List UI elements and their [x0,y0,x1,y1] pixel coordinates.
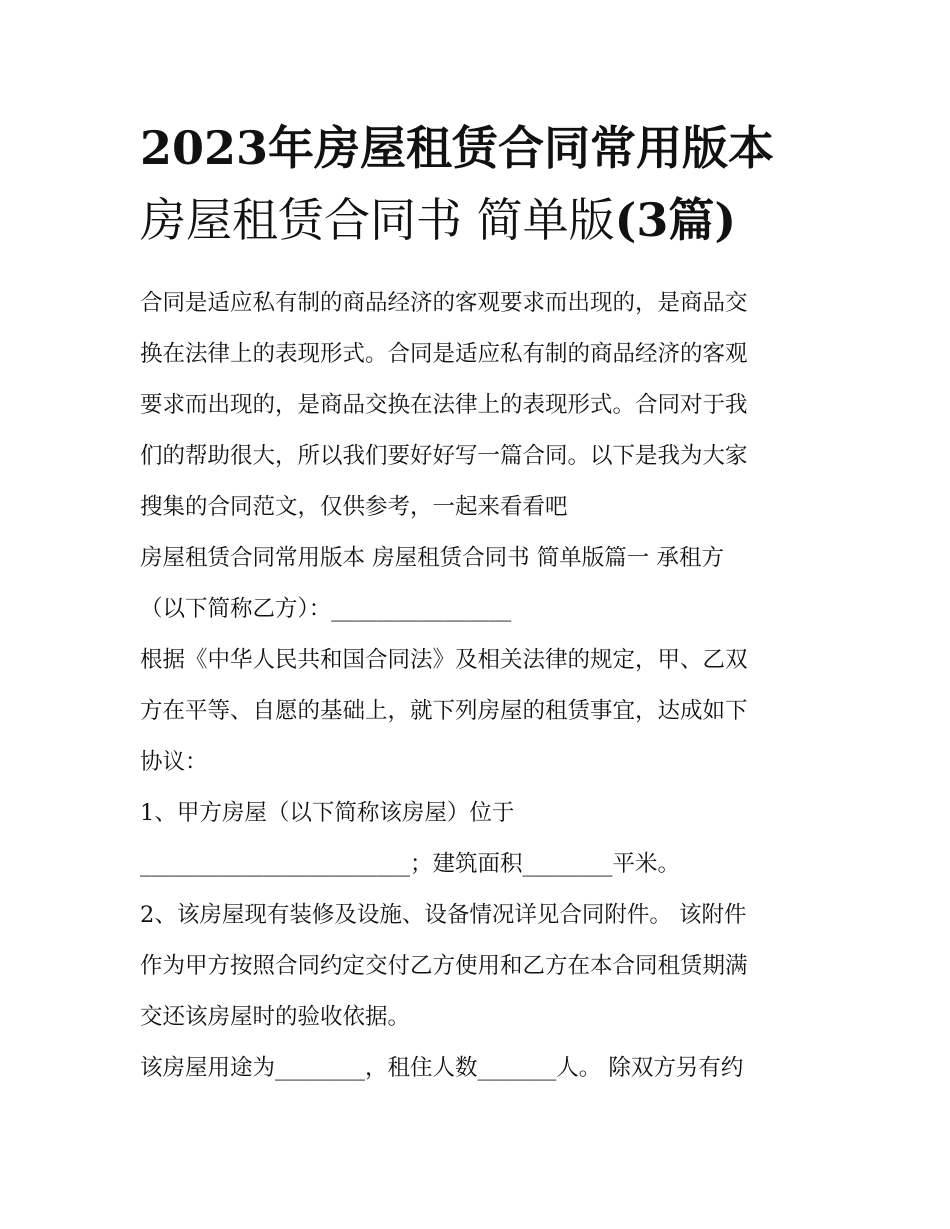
title-line-2-count: (3篇) [614,193,737,247]
body-line: 要求而出现的，是商品交换在法律上的表现形式。合同对于我 [140,392,748,418]
body-line: 协议： [140,749,208,775]
document-body [140,278,820,1094]
body-line: 们的帮助很大，所以我们要好好写一篇合同。以下是我为大家 [140,443,748,469]
body-line: 换在法律上的表现形式。合同是适应私有制的商品经济的客观 [140,341,748,367]
body-line: 1、甲方房屋（以下简称该房屋）位于 [140,800,515,826]
body-line: 合同是适应私有制的商品经济的客观要求而出现的，是商品交 [140,290,748,316]
body-line: 方在平等、自愿的基础上，就下列房屋的租赁事宜，达成如下 [140,698,748,724]
title-line-2 [140,184,820,256]
body-line: ________________________；建筑面积________平米。 [140,851,681,877]
body-line: 根据《中华人民共和国合同法》及相关法律的规定，甲、乙双 [140,647,748,673]
body-line: 搜集的合同范文，仅供参考，一起来看看吧 [140,494,568,520]
body-line: 2、该房屋现有装修及设施、设备情况详见合同附件。 该附件 [140,902,747,928]
title-line-1: 2023年房屋租赁合同常用版本 [140,121,775,175]
body-line: 房屋租赁合同常用版本 房屋租赁合同书 简单版篇一 承租方 [140,545,724,571]
title-line-2-text: 房屋租赁合同书 简单版 [140,193,615,247]
body-line: 交还该房屋时的验收依据。 [140,1004,411,1030]
body-line: （以下简称乙方）：________________ [140,596,512,622]
body-line: 作为甲方按照合同约定交付乙方使用和乙方在本合同租赁期满 [140,953,748,979]
document-title [140,112,820,256]
body-line: 该房屋用途为________，租住人数_______人。 除双方另有约 [140,1055,744,1081]
